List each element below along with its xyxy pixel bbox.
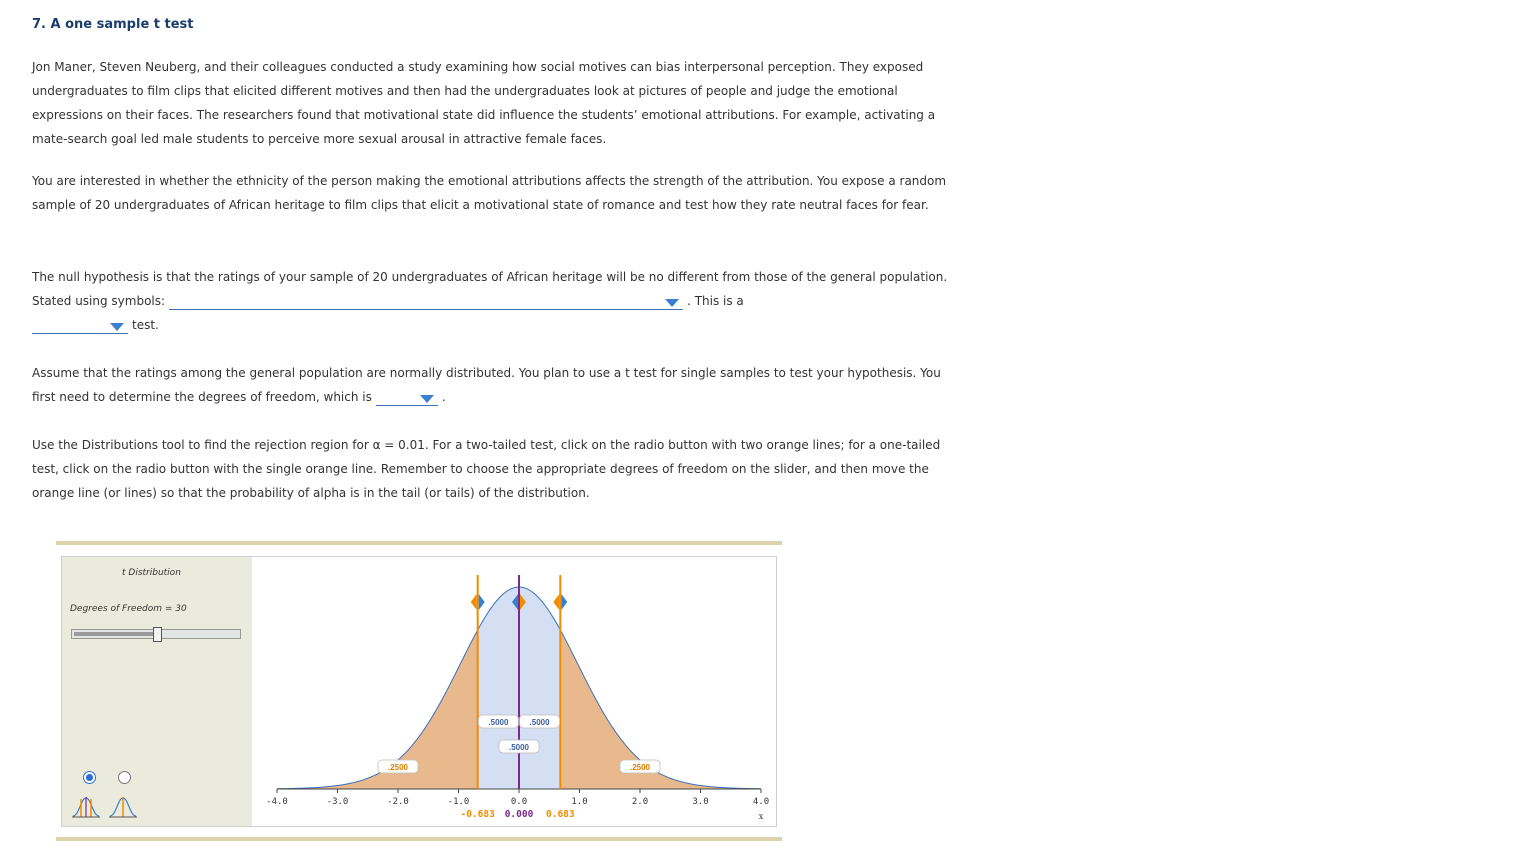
hypothesis-paragraph: [32, 265, 952, 337]
two-tailed-icon: [71, 795, 101, 819]
left-tail-area: [277, 630, 478, 789]
distribution-title: t Distribution: [122, 568, 181, 578]
x-tick-label: 3.0: [692, 797, 709, 807]
left-orange-handle-right[interactable]: [479, 594, 485, 610]
radio-selected-dot: [86, 774, 93, 781]
area-label-right-tail: .2500: [629, 763, 651, 772]
instructions-paragraph: Use the Distributions tool to find the rejection region for α = 0.01. For a two-tailed test, click on the radio button with two orange lines; for a one-tailed test, click on the radio button with the single orange line. Remember to choose the appropriate degrees of freedom on the slider, and then move the orange line (or lines) so that the probability of alpha is in the tail (or tails) of the distribution.: [32, 438, 941, 500]
two-tailed-radio[interactable]: [83, 771, 96, 784]
right-orange-handle-left[interactable]: [553, 594, 559, 610]
chevron-down-icon: [110, 323, 124, 331]
t-distribution-plot: [252, 557, 776, 826]
area-label-left-tail: .2500: [387, 763, 409, 772]
x-axis-label: x: [758, 812, 764, 821]
intro-paragraph-2: You are interested in whether the ethnicity of the person making the emotional attributions affects the strength of the attribution. You expose a random sample of 20 undergraduates of African heritage to film clips that elicit a motivational state of romance and test how they rate neutral faces for fear.: [32, 174, 947, 212]
area-label-right-center: .5000: [529, 718, 550, 727]
tool-bottom-border: [56, 837, 782, 841]
center-purple-value-label: 0.000: [504, 809, 534, 820]
df-slider[interactable]: [71, 629, 241, 639]
df-slider-fill: [74, 632, 156, 636]
hypothesis-text: The null hypothesis is that the ratings of your sample of 20 undergraduates of African heritage will be no different from those of the general population. Stated using symbols:: [32, 270, 948, 308]
area-label-middle: .5000: [508, 743, 530, 752]
distributions-tool: [61, 556, 777, 827]
df-question-after: .: [441, 390, 446, 404]
chevron-down-icon: [420, 395, 434, 403]
df-paragraph: [32, 361, 952, 409]
question-title: 7. A one sample t test: [32, 17, 194, 32]
x-tick-label: 1.0: [571, 797, 588, 807]
df-slider-handle[interactable]: [153, 627, 162, 642]
null-hypothesis-dropdown[interactable]: [169, 293, 683, 310]
right-tail-area: [560, 630, 761, 789]
x-tick-label: 4.0: [752, 797, 770, 807]
x-tick-label: 0.0: [510, 797, 528, 807]
tool-control-panel: [62, 557, 252, 826]
right-orange-value-label: 0.683: [546, 809, 575, 820]
tool-top-border: [56, 541, 782, 545]
intro-paragraph-1: Jon Maner, Steven Neuberg, and their colleagues conducted a study examining how social motives can bias interpersonal perception. They exposed undergraduates to film clips that elicited different motives and then had the undergraduates look at pictures of people and judge the emotional expressions on their faces. The researchers found that motivational state did influence the students’ emotional attributions. For example, activating a mate-search goal led male students to perceive more sexual arousal in attractive female faces.: [32, 60, 936, 146]
left-orange-handle-left[interactable]: [471, 594, 477, 610]
df-question-text: Assume that the ratings among the general population are normally distributed. You plan to use a t test for single samples to test your hypothesis. You first need to determine the degrees of freedom, which is: [32, 366, 941, 404]
right-orange-handle-right[interactable]: [561, 594, 567, 610]
df-slider-label: Degrees of Freedom = 30: [70, 604, 187, 614]
one-tailed-icon: [108, 795, 138, 819]
x-tick-label: -4.0: [266, 797, 288, 807]
left-orange-value-label: -0.683: [460, 809, 495, 820]
x-tick-label: -2.0: [387, 797, 409, 807]
area-label-left-center: .5000: [488, 718, 509, 727]
test-type-dropdown[interactable]: [32, 317, 128, 334]
x-tick-label: 2.0: [631, 797, 649, 807]
x-tick-label: -3.0: [326, 797, 349, 807]
x-tick-label: -1.0: [447, 797, 470, 807]
one-tailed-radio[interactable]: [118, 771, 131, 784]
degrees-of-freedom-dropdown[interactable]: [376, 389, 438, 406]
chevron-down-icon: [665, 299, 679, 307]
hypothesis-after-text: test.: [132, 318, 159, 332]
hypothesis-middle-text: . This is a: [687, 294, 744, 308]
